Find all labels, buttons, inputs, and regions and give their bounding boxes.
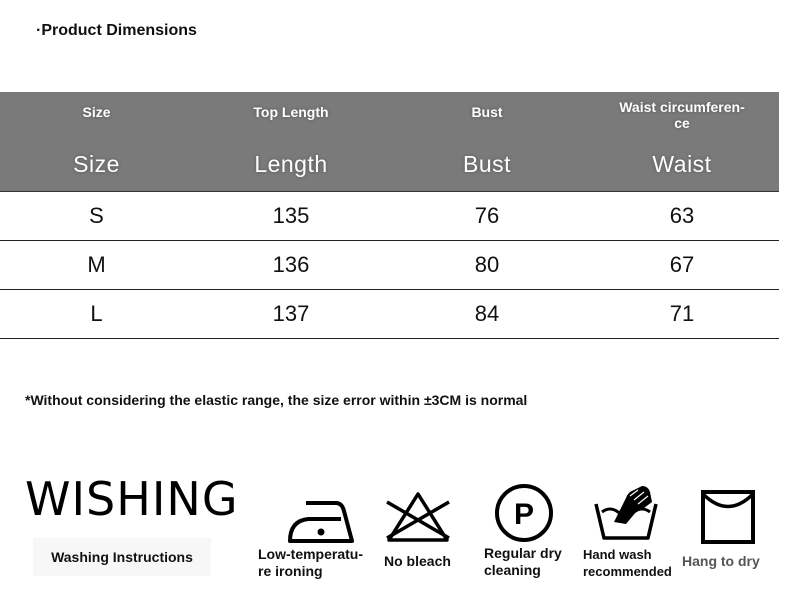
page-title: ·Product Dimensions — [36, 22, 197, 39]
header-waist-small: Waist circumferen- ce — [619, 99, 745, 131]
table-row — [0, 241, 779, 290]
no-bleach-label: No bleach — [384, 553, 451, 569]
svg-text:P: P — [513, 498, 535, 531]
cell-size: S — [89, 203, 104, 228]
cell-waist: 67 — [669, 252, 695, 277]
cell-bust: 76 — [474, 203, 500, 228]
table-row — [0, 290, 779, 339]
hand-wash-icon — [592, 482, 660, 542]
size-note: *Without considering the elastic range, the size error within ±3CM is normal — [25, 392, 528, 408]
washing-instructions-label: Washing Instructions — [33, 538, 211, 576]
header-bust: Bust — [462, 151, 512, 177]
header-size-small: Size — [82, 104, 111, 120]
iron-icon — [286, 497, 358, 545]
cell-length: 137 — [272, 301, 310, 326]
header-waist: Waist — [652, 151, 712, 177]
hang-dry-label: Hang to dry — [682, 553, 760, 569]
brand-logo: WISHING — [25, 472, 239, 526]
ironing-label: Low-temperatu- re ironing — [258, 546, 363, 579]
cell-waist: 71 — [669, 301, 695, 326]
hang-dry-icon — [700, 489, 756, 545]
header-length: Length — [254, 151, 328, 177]
header-bust-small: Bust — [471, 104, 503, 120]
size-table — [0, 92, 779, 339]
cell-size: L — [90, 301, 103, 326]
table-row — [0, 192, 779, 241]
cell-waist: 63 — [669, 203, 695, 228]
header-length-small: Top Length — [253, 104, 329, 120]
cell-size: M — [87, 252, 106, 277]
dry-clean-icon — [493, 482, 555, 544]
header-size: Size — [73, 151, 120, 177]
cell-bust: 84 — [474, 301, 500, 326]
cell-bust: 80 — [474, 252, 500, 277]
cell-length: 135 — [272, 203, 310, 228]
cell-length: 136 — [272, 252, 310, 277]
table-header — [0, 92, 779, 192]
dry-clean-label: Regular dry cleaning — [484, 545, 562, 578]
no-bleach-icon — [383, 488, 453, 544]
hand-wash-label: Hand wash recommended — [583, 547, 672, 579]
